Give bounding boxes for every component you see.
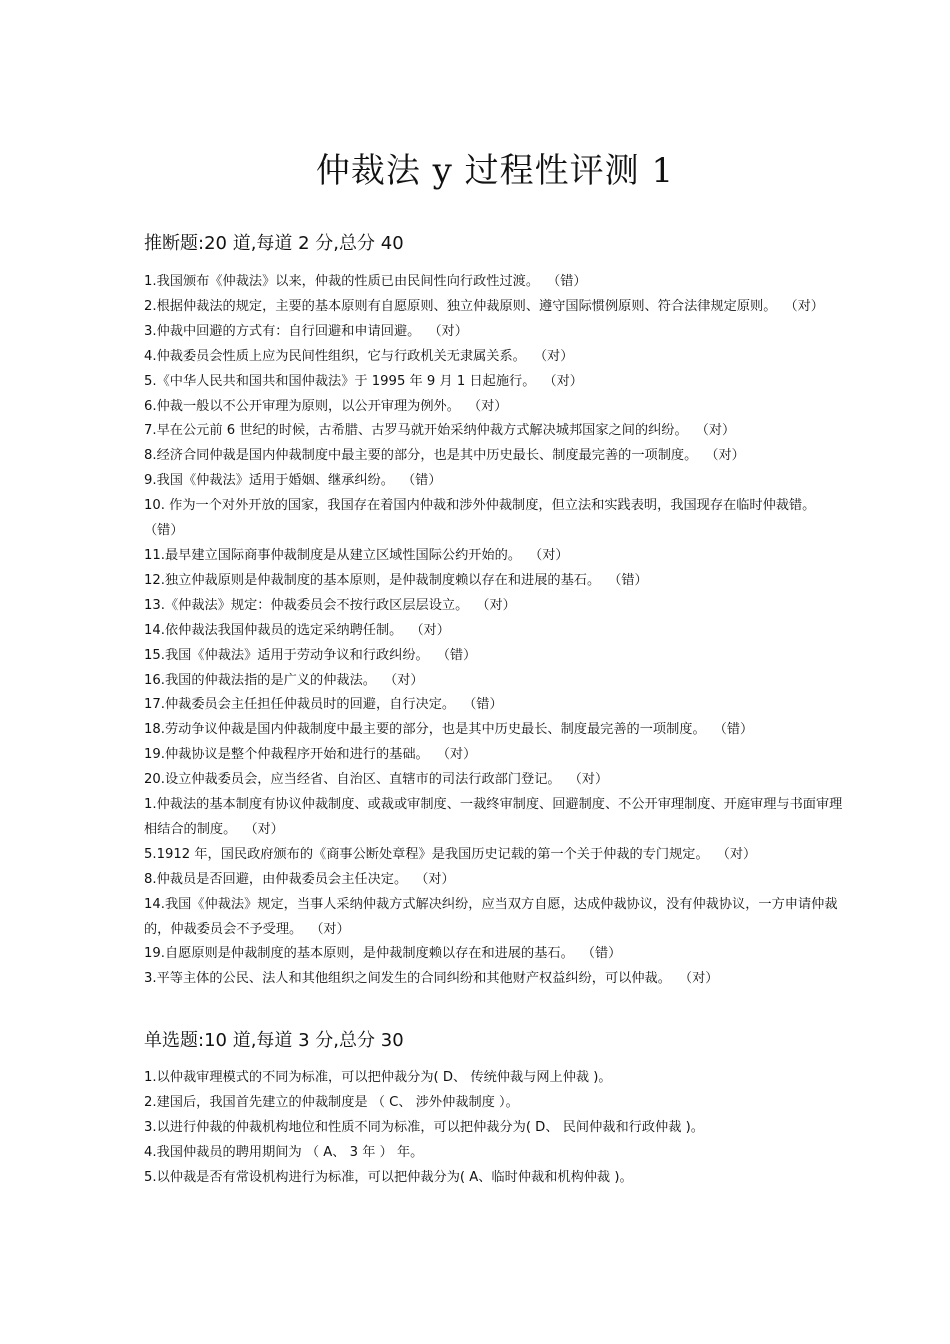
- true-false-question: [144, 345, 850, 370]
- question-text: 14.我国《仲裁法》规定，当事人采纳仲裁方式解决纠纷，应当双方自愿，达成仲裁协议，没有仲裁协议，一方申请仲裁的，仲裁委员会不予受理。: [144, 896, 838, 937]
- single-choice-question: 1.以仲裁审理模式的不同为标准，可以把仲裁分为( D、 传统仲裁与网上仲裁 )。: [144, 1070, 612, 1085]
- single-choice-section-heading: 单选题:10 道,每道 3 分,总分 30: [144, 1030, 404, 1051]
- question-answer: （错）: [436, 647, 477, 663]
- question-text: 5.1912 年，国民政府颁布的《商事公断处章程》是我国历史记载的第一个关于仲裁的专门规定。: [144, 846, 709, 862]
- question-answer: （对）: [467, 398, 508, 414]
- true-false-question: [144, 270, 850, 295]
- question-text: 10. 作为一个对外开放的国家，我国存在着国内仲裁和涉外仲裁制度，但立法和实践表明，我国现存在临时仲裁错。: [144, 498, 816, 514]
- question-answer: （对）: [716, 846, 757, 862]
- true-false-question: [144, 768, 850, 793]
- question-text: 17.仲裁委员会主任担任仲裁员时的回避，自行决定。: [144, 697, 456, 713]
- question-answer: （对）: [533, 348, 574, 364]
- true-false-question: [144, 669, 850, 694]
- question-answer: （对）: [695, 423, 736, 439]
- true-false-question: [144, 942, 850, 967]
- question-answer: （对）: [244, 821, 284, 837]
- true-false-question: [144, 793, 850, 843]
- question-answer: （对）: [415, 871, 455, 887]
- true-false-section-heading: 推断题:20 道,每道 2 分,总分 40: [144, 233, 404, 254]
- question-text: 9.我国《仲裁法》适用于婚姻、继承纠纷。: [144, 473, 394, 489]
- question-text: 1.仲裁法的基本制度有协议仲裁制度、或裁或审制度、一裁终审制度、回避制度、不公开审理制度、开庭审理与书面审理相结合的制度。: [144, 797, 843, 837]
- question-answer: （对）: [310, 921, 350, 937]
- question-text: 15.我国《仲裁法》适用于劳动争议和行政纠纷。: [144, 647, 429, 663]
- true-false-question: [144, 868, 850, 893]
- question-answer: （错）: [713, 722, 754, 738]
- true-false-question: [144, 843, 850, 868]
- true-false-question: [144, 644, 850, 669]
- true-false-question: [144, 320, 850, 345]
- question-answer: （错）: [581, 946, 622, 962]
- question-text: 16.我国的仲裁法指的是广义的仲裁法。: [144, 672, 376, 688]
- true-false-question-list: [144, 270, 850, 992]
- question-answer: （对）: [428, 323, 468, 339]
- question-text: 8.经济合同仲裁是国内仲裁制度中最主要的部分，也是其中历史最长、制度最完善的一项制度。: [144, 448, 698, 464]
- question-text: 2.根据仲裁法的规定，主要的基本原则有自愿原则、独立仲裁原则、遵守国际惯例原则、符合法律规定原则。: [144, 298, 777, 314]
- question-answer: （错）: [547, 274, 587, 289]
- true-false-question: [144, 469, 850, 494]
- true-false-question: [144, 370, 850, 395]
- question-text: 20.设立仲裁委员会，应当经省、自治区、直辖市的司法行政部门登记。: [144, 772, 561, 788]
- question-answer: （对）: [543, 373, 583, 389]
- single-choice-question: 2.建国后，我国首先建立的仲裁制度是 （ C、 涉外仲裁制度 ）。: [144, 1094, 519, 1110]
- true-false-question: [144, 544, 850, 569]
- single-choice-question-list: [144, 1066, 850, 1191]
- question-answer: （对）: [784, 298, 824, 314]
- question-text: 6.仲裁一般以不公开审理为原则，以公开审理为例外。: [144, 398, 460, 414]
- true-false-question: [144, 295, 850, 320]
- true-false-question: [144, 494, 850, 544]
- true-false-question: [144, 893, 850, 943]
- question-text: 4.仲裁委员会性质上应为民间性组织，它与行政机关无隶属关系。: [144, 348, 526, 364]
- question-text: 7.早在公元前 6 世纪的时候，古希腊、古罗马就开始采纳仲裁方式解决城邦国家之间的纠纷。: [144, 423, 688, 439]
- question-text: 5.《中华人民共和国共和国仲裁法》于 1995 年 9 月 1 日起施行。: [144, 373, 536, 389]
- question-answer: （对）: [529, 547, 569, 563]
- question-text: 19.自愿原则是仲裁制度的基本原则，是仲裁制度赖以存在和进展的基石。: [144, 946, 574, 962]
- true-false-question: [144, 594, 850, 619]
- question-answer: （错）: [463, 697, 503, 713]
- single-choice-question: 4.我国仲裁员的聘用期间为 （ A、 3 年 ） 年。: [144, 1144, 424, 1160]
- question-answer: （对）: [678, 971, 719, 987]
- question-text: 18.劳动争议仲裁是国内仲裁制度中最主要的部分，也是其中历史最长、制度最完善的一项制度。: [144, 722, 706, 738]
- question-answer: （错）: [608, 572, 648, 588]
- question-answer: （对）: [476, 597, 516, 613]
- question-text: 11.最早建立国际商事仲裁制度是从建立区域性国际公约开始的。: [144, 547, 522, 563]
- question-text: 8.仲裁员是否回避，由仲裁委员会主任决定。: [144, 871, 408, 887]
- single-choice-question: 5.以仲裁是否有常设机构进行为标准，可以把仲裁分为( A、临时仲裁和机构仲裁 )。: [144, 1169, 633, 1185]
- question-answer: （对）: [383, 672, 424, 688]
- true-false-question: [144, 419, 850, 444]
- question-answer: （对）: [705, 448, 745, 464]
- question-text: 3.平等主体的公民、法人和其他组织之间发生的合同纠纷和其他财产权益纠纷，可以仲裁。: [144, 971, 671, 987]
- true-false-question: [144, 619, 850, 644]
- question-answer: （错）: [144, 523, 184, 539]
- single-choice-question: 3.以进行仲裁的仲裁机构地位和性质不同为标准，可以把仲裁分为( D、 民间仲裁和行政仲裁 )。: [144, 1119, 704, 1135]
- question-answer: （错）: [401, 473, 442, 489]
- true-false-question: [144, 743, 850, 768]
- question-answer: （对）: [410, 622, 450, 638]
- true-false-question: [144, 967, 850, 992]
- true-false-question: [144, 693, 850, 718]
- question-text: 12.独立仲裁原则是仲裁制度的基本原则，是仲裁制度赖以存在和进展的基石。: [144, 572, 601, 588]
- question-text: 3.仲裁中回避的方式有：自行回避和申请回避。: [144, 323, 421, 339]
- true-false-question: [144, 569, 850, 594]
- true-false-question: [144, 395, 850, 420]
- true-false-question: [144, 444, 850, 469]
- question-answer: （对）: [436, 747, 477, 763]
- question-answer: （对）: [568, 772, 609, 788]
- question-text: 19.仲裁协议是整个仲裁程序开始和进行的基础。: [144, 747, 429, 763]
- question-text: 14.依仲裁法我国仲裁员的选定采纳聘任制。: [144, 622, 403, 638]
- document-title: 仲裁法 y 过程性评测 1: [315, 151, 675, 191]
- question-text: 1.我国颁布《仲裁法》以来，仲裁的性质已由民间性向行政性过渡。: [144, 274, 540, 289]
- question-text: 13.《仲裁法》规定：仲裁委员会不按行政区层层设立。: [144, 597, 469, 613]
- true-false-question: [144, 718, 850, 743]
